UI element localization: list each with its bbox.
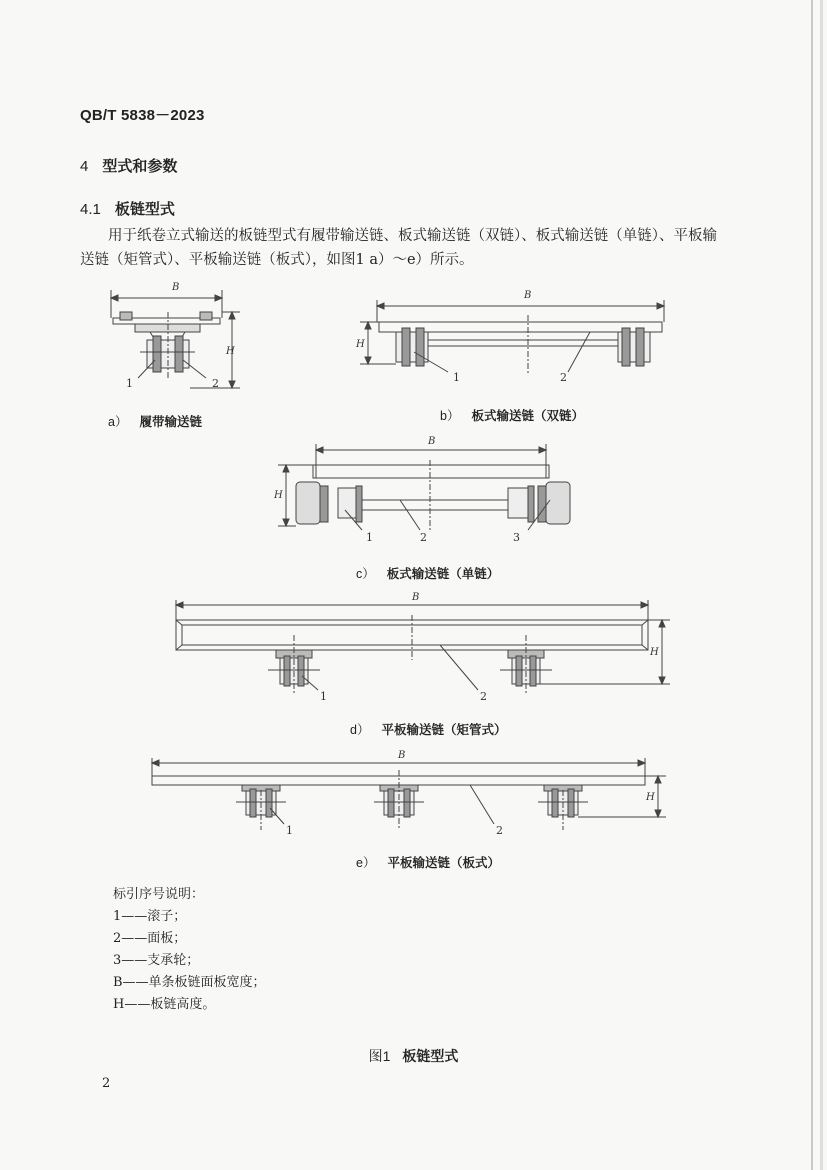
figure-c-callout-3: 3 (513, 531, 520, 544)
figure-a-label: a） (108, 415, 128, 429)
figure-b-dim-h: H (356, 339, 365, 350)
figure-d-caption (350, 720, 506, 738)
figure-d-dim-b: B (412, 592, 420, 603)
figure-b-caption (440, 406, 584, 424)
section-4-number: 4 (80, 158, 89, 175)
figure-b-caption-text: 板式输送链（双链） (471, 409, 584, 423)
figure-d-callout-2: 2 (480, 690, 487, 703)
figure-b-drawing (355, 290, 664, 384)
figure-c-callout-1: 1 (366, 531, 373, 544)
figure-a-dim-b: B (172, 282, 180, 293)
figure-c-caption-text: 板式输送链（单链） (386, 567, 500, 581)
figure-d-drawing (176, 592, 670, 703)
figure-d-callout-1: 1 (320, 690, 327, 703)
figure-e-dim-b: B (398, 750, 406, 761)
paragraph-line-1: 用于纸卷立式输送的板链型式有履带输送链、板式输送链（双链）、板式输送链（单链）、平板输 (108, 228, 717, 244)
figure-e-callout-2: 2 (496, 824, 503, 837)
legend-title: 标引序号说明： (113, 887, 205, 902)
figure-c-dim-h: H (274, 490, 283, 501)
legend-item-2: 2——面板； (113, 931, 187, 946)
figure-e-dim-h: H (646, 792, 655, 803)
figure-b-dim-b: B (524, 290, 532, 301)
section-4-1-number: 4.1 (80, 201, 101, 218)
page-number: 2 (102, 1076, 111, 1091)
figure-c-label: c） (356, 567, 375, 581)
figure-d-caption-text: 平板输送链（矩管式） (381, 723, 507, 737)
figure-c-dim-b: B (428, 436, 436, 447)
legend (113, 884, 266, 1016)
figure-e-drawing (152, 750, 666, 837)
figure-a-dim-h: H (226, 346, 235, 357)
figure-a-caption-text: 履带输送链 (139, 415, 202, 429)
figure-e-callout-1: 1 (286, 824, 293, 837)
figure-d-dim-h: H (650, 647, 659, 658)
figure-a-caption (108, 412, 202, 430)
section-4-title: 型式和参数 (102, 158, 178, 175)
figure-a-callout-2: 2 (212, 377, 219, 390)
figure-a-drawing (111, 282, 240, 390)
figure-e-caption-text: 平板输送链（板式） (387, 856, 500, 870)
figure-e-label: e） (356, 856, 376, 870)
figure-a-callout-1: 1 (126, 377, 133, 390)
figure-title-number: 图1 (368, 1048, 391, 1064)
paragraph-line-2: 送链（矩管式）、平板输送链（板式），如图1 a）～e）所示。 (80, 252, 474, 268)
figure-title (0, 1046, 827, 1066)
document-number: QB/T 5838－2023 (80, 107, 205, 124)
legend-item-3: 3——支承轮； (113, 953, 200, 968)
figure-e-caption (356, 853, 500, 871)
section-4-1-title: 板链型式 (114, 201, 175, 218)
figure-c-callout-2: 2 (420, 531, 427, 544)
figure-b-callout-1: 1 (453, 371, 460, 384)
figure-c-caption (356, 564, 499, 582)
figure-c-drawing (273, 436, 570, 544)
figure-title-text: 板链型式 (402, 1048, 459, 1064)
legend-item-b: B——单条板链面板宽度； (113, 975, 266, 990)
figure-b-label: b） (440, 409, 460, 423)
figure-b-callout-2: 2 (560, 371, 567, 384)
legend-item-h: H——板链高度。 (113, 997, 216, 1012)
figure-d-label: d） (350, 723, 370, 737)
legend-item-1: 1——滚子； (113, 909, 187, 924)
